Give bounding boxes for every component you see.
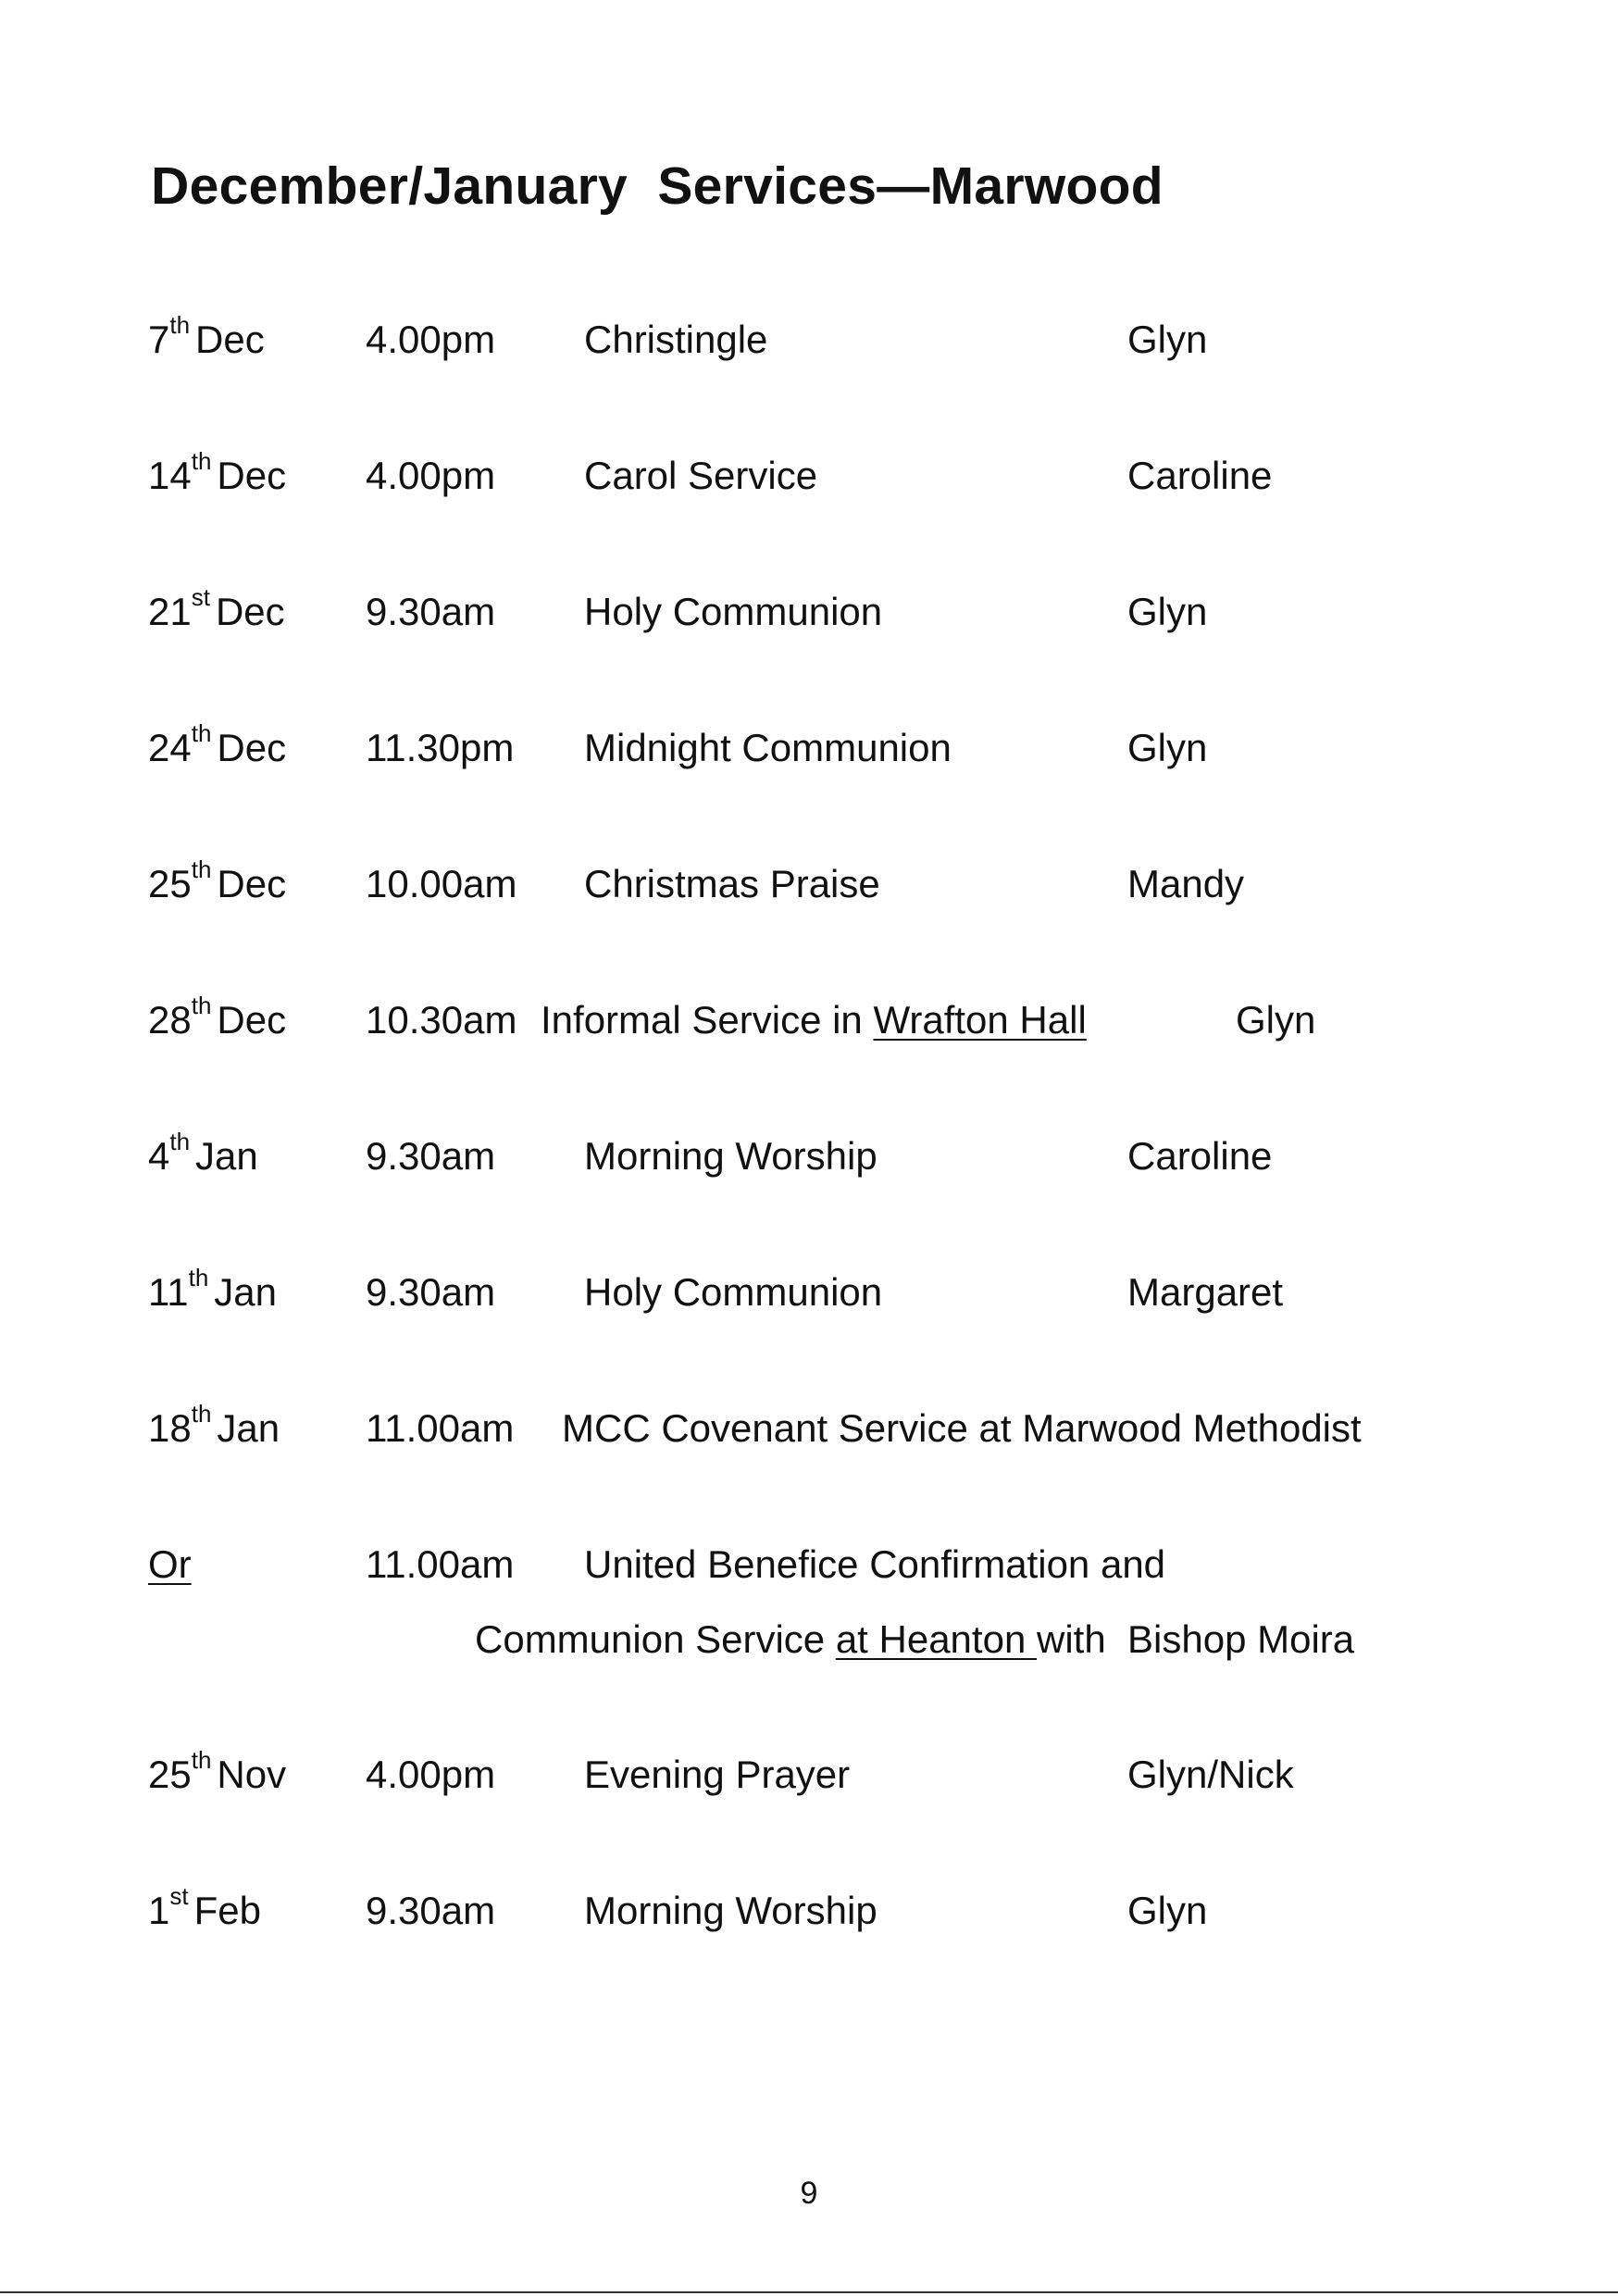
service-time: 11.00am bbox=[366, 1542, 515, 1586]
service-time: 11.30pm bbox=[366, 726, 515, 769]
service-name: Carol Service bbox=[584, 454, 818, 497]
or-label: Or bbox=[148, 1542, 192, 1586]
bottom-rule bbox=[0, 2291, 1618, 2293]
service-name: Midnight Communion bbox=[584, 726, 952, 769]
service-date: 1st Feb bbox=[148, 1882, 261, 1932]
service-time: 9.30am bbox=[366, 1134, 496, 1178]
service-person: Glyn/Nick bbox=[1127, 1753, 1294, 1796]
service-date: 4th Jan bbox=[148, 1128, 258, 1178]
service-person: Glyn bbox=[1127, 590, 1208, 633]
service-date: 11th Jan bbox=[148, 1264, 278, 1314]
service-name bbox=[541, 998, 1087, 1042]
service-time: 4.00pm bbox=[366, 454, 496, 497]
service-date: 24th Dec bbox=[148, 719, 287, 769]
service-person: Glyn bbox=[1127, 1889, 1208, 1932]
service-time: 9.30am bbox=[366, 1270, 496, 1314]
service-time: 10.00am bbox=[366, 862, 517, 905]
service-name: Morning Worship bbox=[584, 1889, 877, 1932]
service-time: 4.00pm bbox=[366, 318, 496, 361]
page-number: 9 bbox=[800, 2176, 818, 2211]
service-person: Caroline bbox=[1127, 1134, 1273, 1178]
service-date: 25th Dec bbox=[148, 855, 287, 905]
page-title: December/January Services—Marwood bbox=[151, 156, 1164, 216]
service-date: 18th Jan bbox=[148, 1400, 280, 1450]
service-name: Holy Communion bbox=[584, 590, 883, 633]
service-name: United Benefice Confirmation and bbox=[584, 1542, 1166, 1586]
service-time: 10.30am bbox=[366, 998, 517, 1042]
service-date: 21st Dec bbox=[148, 583, 285, 633]
service-time: 9.30am bbox=[366, 590, 496, 633]
service-name: Christingle bbox=[584, 318, 768, 361]
service-name: Evening Prayer bbox=[584, 1753, 851, 1796]
service-person: Glyn bbox=[1236, 998, 1316, 1042]
service-name: Christmas Praise bbox=[584, 862, 880, 905]
service-person: Glyn bbox=[1127, 318, 1208, 361]
service-name: MCC Covenant Service at Marwood Methodist bbox=[562, 1406, 1362, 1450]
service-date: 28th Dec bbox=[148, 992, 287, 1042]
service-name-continuation: Communion Service at Heanton with Bishop Moira bbox=[475, 1617, 1355, 1661]
service-person: Mandy bbox=[1127, 862, 1245, 905]
service-person: Margaret bbox=[1127, 1270, 1284, 1314]
service-person: Caroline bbox=[1127, 454, 1273, 497]
service-date: 14th Dec bbox=[148, 447, 287, 497]
service-person: Glyn bbox=[1127, 726, 1208, 769]
service-name-prefix: Informal Service in bbox=[541, 998, 874, 1042]
venue-underlined: at Heanton bbox=[835, 1617, 1037, 1661]
venue-underlined: Wrafton Hall bbox=[873, 998, 1087, 1042]
service-date: 25th Nov bbox=[148, 1746, 287, 1796]
service-time: 4.00pm bbox=[366, 1753, 496, 1796]
service-time: 11.00am bbox=[366, 1406, 515, 1450]
service-name: Morning Worship bbox=[584, 1134, 877, 1178]
service-name: Holy Communion bbox=[584, 1270, 883, 1314]
service-time: 9.30am bbox=[366, 1889, 496, 1932]
service-date: 7th Dec bbox=[148, 311, 265, 361]
